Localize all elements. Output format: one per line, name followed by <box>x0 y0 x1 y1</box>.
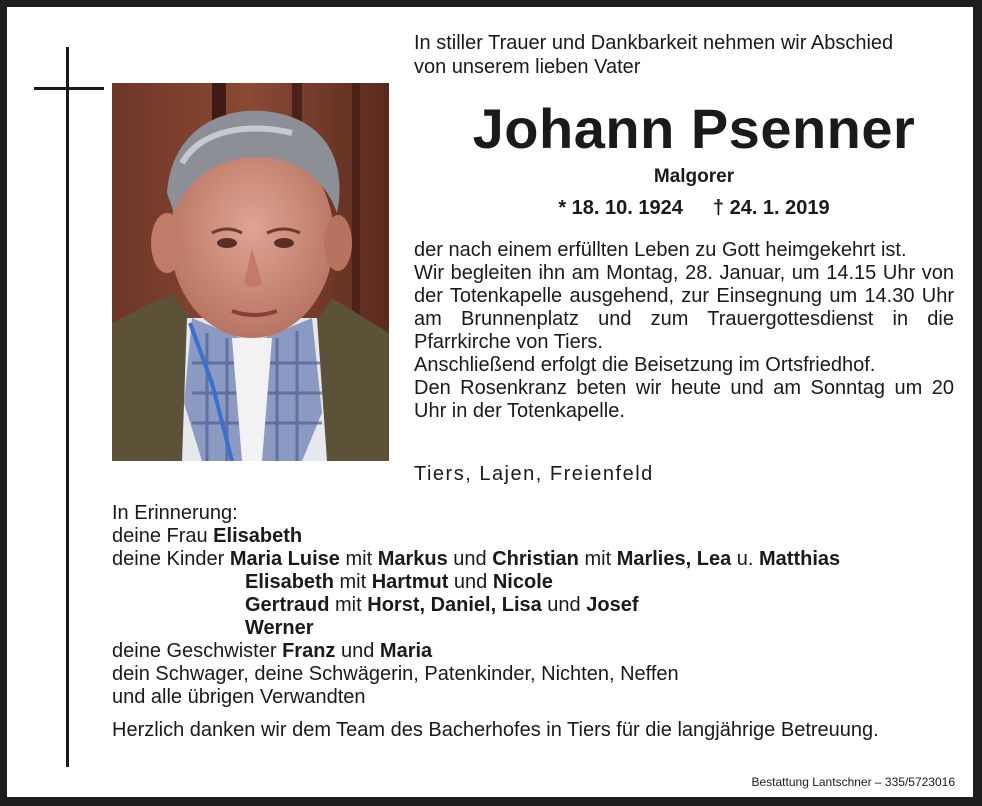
connector: mit <box>339 548 378 570</box>
children-prefix: deine Kinder <box>112 548 230 570</box>
relatives-line: dein Schwager, deine Schwägerin, Patenkinder, Nichten, Neffen <box>112 663 679 685</box>
paragraph-2: Wir begleiten ihn am Montag, 28. Januar, um 14.15 Uhr von der Totenkapelle ausgehend, zur Einsegnung um 14.30 Uhr am Brunnenplatz und zum Trauergottesdienst in die Pfarrkirche von Tiers. <box>414 262 954 353</box>
child-name: Werner <box>245 617 314 639</box>
remembrance-heading: In Erinnerung: <box>112 502 238 524</box>
obituary-card <box>7 7 973 797</box>
child-name: Christian <box>492 548 579 570</box>
cross-icon-horizontal <box>34 87 104 90</box>
child-name: Elisabeth <box>245 571 334 593</box>
children-line-1 <box>112 548 962 571</box>
partner-name: Hartmut <box>371 571 449 593</box>
sibling-name: Franz <box>282 640 336 662</box>
thanks-text: Herzlich danken wir dem Team des Bacherhofes in Tiers für die langjährige Betreuung. <box>112 719 879 741</box>
deceased-name: Johann Psenner <box>472 97 916 160</box>
connector: mit <box>333 571 372 593</box>
wife-name: Elisabeth <box>213 525 303 547</box>
sibling-name: Maria <box>379 640 433 662</box>
life-dates <box>414 196 974 220</box>
death-date: † 24. 1. 2019 <box>712 197 830 219</box>
connector: mit <box>578 548 617 570</box>
children-line-4 <box>112 617 962 640</box>
places-line: Tiers, Lajen, Freienfeld <box>414 463 654 485</box>
portrait-photo <box>112 83 389 461</box>
intro-line-2: von unserem lieben Vater <box>414 56 641 78</box>
child-name: Gertraud <box>245 594 330 616</box>
family-name: Matthias <box>759 548 841 570</box>
intro-line-1: In stiller Trauer und Dankbarkeit nehmen wir Abschied <box>414 32 894 54</box>
paragraph-3: Anschließend erfolgt die Beisetzung im Ortsfriedhof. <box>414 354 876 376</box>
others-line: und alle übrigen Verwandten <box>112 686 366 708</box>
remembrance-list <box>112 502 962 709</box>
connector: und <box>335 640 380 662</box>
birth-date: * 18. 10. 1924 <box>558 197 683 219</box>
family-names: Marlies, Lea <box>616 548 732 570</box>
wife-prefix: deine Frau <box>112 525 214 547</box>
family-names: Horst, Daniel, Lisa <box>367 594 542 616</box>
paragraph-1: der nach einem erfüllten Leben zu Gott heimgekehrt ist. <box>414 239 907 261</box>
siblings-line <box>112 640 962 663</box>
funeral-home-credit: Bestattung Lantschner – 335/5723016 <box>751 775 955 789</box>
partner-name: Markus <box>377 548 448 570</box>
announcement-text <box>414 239 954 423</box>
cross-icon-vertical <box>66 47 69 767</box>
siblings-prefix: deine Geschwister <box>112 640 283 662</box>
grandchild-name: Nicole <box>492 571 553 593</box>
deceased-nickname: Malgorer <box>653 166 735 187</box>
children-line-2 <box>112 571 962 594</box>
connector: mit <box>329 594 368 616</box>
wife-line <box>112 525 962 548</box>
connector: und <box>447 548 493 570</box>
paragraph-4: Den Rosenkranz beten wir heute und am Sonntag um 20 Uhr in der Totenkapelle. <box>414 377 954 422</box>
intro-text <box>414 31 954 79</box>
connector: u. <box>731 548 759 570</box>
children-line-3 <box>112 594 962 617</box>
connector: und <box>448 571 493 593</box>
connector: und <box>541 594 587 616</box>
grandchild-name: Josef <box>586 594 639 616</box>
child-name: Maria Luise <box>229 548 340 570</box>
